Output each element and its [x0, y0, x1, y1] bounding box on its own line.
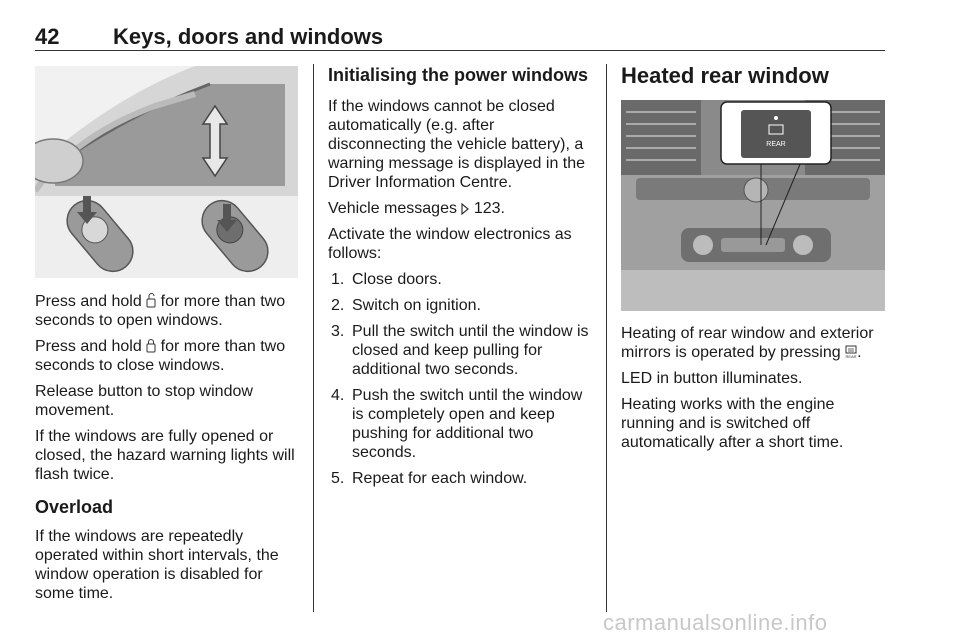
- close-windows-text: [35, 337, 303, 375]
- lock-icon: [146, 338, 156, 353]
- step-text: Push the switch until the window is completely open and keep pushing for additional two seconds.: [352, 387, 583, 461]
- right-column-text: [621, 324, 886, 459]
- heated-rear-window-heading: Heated rear window: [621, 63, 829, 88]
- open-windows-text: [35, 292, 303, 330]
- step-number: 5.: [331, 470, 345, 487]
- dashboard-photo: [621, 100, 885, 311]
- vehicle-messages-ref: [328, 199, 596, 218]
- hazard-text: If the windows are fully opened or closed, the hazard warning lights will flash twice.: [35, 428, 295, 483]
- watermark: carmanualsonline.info: [603, 610, 828, 635]
- column-divider-2: [606, 64, 607, 612]
- overload-text: If the windows are repeatedly operated within short intervals, the window operation is disabled for some time.: [35, 528, 279, 602]
- vehicle-messages-text: Vehicle messages: [328, 200, 462, 217]
- heating-text-end: .: [857, 344, 862, 361]
- heating-text-start: Heating of rear window and exterior mirrors is operated by pressing: [621, 325, 874, 361]
- column-divider-1: [313, 64, 314, 612]
- middle-column: [328, 66, 596, 495]
- release-text: Release button to stop window movement.: [35, 383, 253, 419]
- list-item: [328, 386, 596, 462]
- rear-button-label: REAR: [766, 141, 786, 148]
- step-number: 1.: [331, 271, 345, 288]
- engine-text: Heating works with the engine running and is switched off automatically after a short time.: [621, 396, 844, 451]
- led-text: LED in button illuminates.: [621, 370, 803, 387]
- steps-list: [328, 270, 596, 488]
- right-column: [621, 63, 886, 97]
- close-text-start: Press and hold: [35, 338, 147, 355]
- rear-defrost-icon: [845, 345, 857, 359]
- step-number: 2.: [331, 297, 345, 314]
- open-text-start: Press and hold: [35, 293, 147, 310]
- overload-heading: Overload: [35, 497, 114, 517]
- initialising-heading: Initialising the power windows: [328, 65, 589, 85]
- vehicle-messages-page: 123.: [469, 200, 505, 217]
- heating-operation-text: [621, 324, 886, 362]
- open-text-end: for more than two seconds to open windows.: [35, 293, 286, 329]
- window-key-illustration: [35, 66, 298, 278]
- list-item: [328, 270, 596, 289]
- step-text: Pull the switch until the window is closed and keep pulling for additional two seconds.: [352, 323, 589, 378]
- list-item: [328, 469, 596, 488]
- step-text: Switch on ignition.: [352, 297, 481, 314]
- list-item: [328, 322, 596, 379]
- step-text: Close doors.: [352, 271, 442, 288]
- activate-text: Activate the window electronics as follows:: [328, 226, 572, 262]
- step-number: 4.: [331, 387, 345, 404]
- page-title: Keys, doors and windows: [113, 24, 384, 49]
- step-number: 3.: [331, 323, 345, 340]
- page-number: 42: [35, 24, 60, 49]
- left-column: [35, 292, 303, 610]
- initialising-intro: If the windows cannot be closed automatically (e.g. after disconnecting the vehicle battery), a warning message is displayed in the Driver Information Centre.: [328, 98, 586, 191]
- step-text: Repeat for each window.: [352, 470, 528, 487]
- close-text-end: for more than two seconds to close windows.: [35, 338, 286, 374]
- unlock-icon: [146, 293, 156, 308]
- svg-text:REAR: REAR: [845, 354, 857, 359]
- header-rule: [35, 50, 885, 51]
- list-item: [328, 296, 596, 315]
